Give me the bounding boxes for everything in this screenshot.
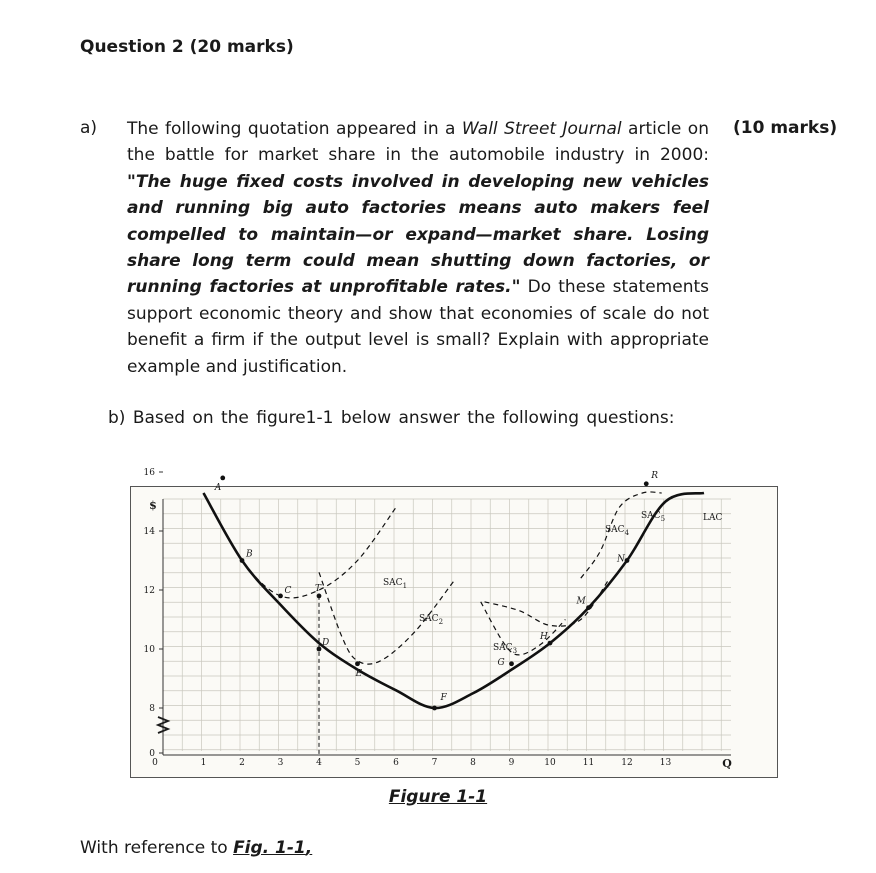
x-tick-label: 13 bbox=[659, 758, 672, 768]
y-tick-label: 0 bbox=[149, 749, 155, 759]
curve-label-sac5: $SAC_5$ bbox=[641, 511, 666, 523]
figure-reference-comma: , bbox=[305, 838, 313, 858]
point-label-r: R bbox=[651, 470, 659, 481]
curve-label-subscript: 4 bbox=[624, 529, 630, 537]
curve-label-sac3: $SAC_3$ bbox=[493, 643, 518, 655]
curve-label-lac: LAC bbox=[703, 513, 723, 523]
y-axis-label: $ bbox=[149, 499, 157, 512]
curve-label-subscript: 5 bbox=[660, 515, 666, 523]
y-tick-label: 16 bbox=[143, 468, 155, 478]
point-label-m: M bbox=[576, 596, 586, 607]
curve-label-subscript: 1 bbox=[402, 582, 408, 590]
y-tick-label: 12 bbox=[143, 586, 155, 596]
x-tick-label: 7 bbox=[431, 758, 438, 768]
part-b-text: b) Based on the figure1-1 below answer the following questions: bbox=[108, 408, 675, 428]
point-label-f: F bbox=[440, 693, 447, 703]
part-a-intro-cont: article on the battle for market share in the automobile industry in 2000: bbox=[127, 119, 709, 166]
point-m bbox=[586, 605, 591, 610]
point-label-c: C bbox=[284, 585, 292, 596]
point-h bbox=[548, 641, 553, 646]
point-label-n: N bbox=[617, 554, 625, 565]
cost-curves-chart bbox=[131, 468, 779, 779]
figure-1-1 bbox=[130, 468, 778, 778]
point-label-b: B bbox=[246, 549, 253, 560]
point-c bbox=[278, 594, 283, 599]
point-e bbox=[355, 661, 360, 666]
part-a-label: a) bbox=[80, 118, 98, 138]
reference-line bbox=[80, 838, 312, 858]
point-label-g: G bbox=[497, 657, 505, 668]
curve-label-subscript: 3 bbox=[512, 647, 518, 655]
x-tick-label: 10 bbox=[544, 758, 556, 768]
part-a-intro: The following quotation appeared in a bbox=[127, 119, 462, 139]
point-d bbox=[317, 647, 322, 652]
point-f bbox=[432, 706, 437, 711]
point-label-h: H bbox=[540, 632, 548, 643]
sac-curve-sac4 bbox=[485, 581, 608, 626]
y-tick-label: 14 bbox=[143, 527, 155, 537]
point-a bbox=[220, 476, 225, 481]
curve-label-sac2: $SAC_2$ bbox=[419, 614, 444, 626]
point-label-e: E bbox=[355, 668, 363, 679]
reference-text: With reference to bbox=[80, 838, 234, 858]
y-tick-label: 10 bbox=[143, 645, 155, 655]
point-label-d: D bbox=[322, 638, 330, 648]
x-tick-label: 11 bbox=[582, 758, 595, 768]
curve-label-sac4: $SAC_4$ bbox=[605, 525, 630, 537]
x-tick-label: 5 bbox=[354, 758, 361, 768]
figure-caption: Figure 1-1 bbox=[388, 787, 488, 807]
x-axis-label: Q bbox=[722, 757, 732, 770]
part-a-quote: "The huge fixed costs involved in developing new vehicles and running big auto factories means auto makers feel compelled to maintain—or expand—market share. Losing share long term could mean shutting down factories, or running factories at unprofitable rates." bbox=[127, 171, 709, 298]
point-label-t: T bbox=[315, 583, 322, 594]
point-t bbox=[317, 594, 322, 599]
point-n bbox=[625, 558, 630, 563]
x-tick-label: 6 bbox=[393, 758, 399, 768]
part-a-body bbox=[127, 116, 709, 380]
question-heading: Question 2 (20 marks) bbox=[80, 37, 294, 57]
x-tick-label: 3 bbox=[277, 758, 284, 768]
journal-name: Wall Street Journal bbox=[461, 119, 622, 139]
point-label-a: A bbox=[214, 482, 222, 493]
x-tick-label: 12 bbox=[621, 758, 633, 768]
part-a-question: Do these statements support economic theory and show that economies of scale do not benefit a firm if the output level is small? Explain with appropriate example and justification. bbox=[127, 277, 709, 377]
x-tick-label: 0 bbox=[152, 758, 158, 768]
part-a-marks: (10 marks) bbox=[733, 118, 838, 138]
chart-grid bbox=[163, 499, 731, 751]
figure-reference: Fig. 1-1 bbox=[233, 838, 306, 858]
x-tick-label: 8 bbox=[470, 758, 476, 768]
point-r bbox=[644, 481, 649, 486]
x-tick-label: 1 bbox=[200, 758, 207, 768]
point-g bbox=[509, 661, 514, 666]
y-tick-label: 8 bbox=[149, 704, 155, 714]
x-tick-label: 4 bbox=[316, 758, 322, 768]
curve-label-sac1: $SAC_1$ bbox=[383, 578, 408, 590]
curve-label-subscript: 2 bbox=[438, 618, 444, 626]
x-tick-label: 9 bbox=[508, 758, 515, 768]
point-b bbox=[240, 558, 245, 563]
x-tick-label: 2 bbox=[239, 758, 245, 768]
sac-curve-sac5 bbox=[581, 492, 662, 578]
